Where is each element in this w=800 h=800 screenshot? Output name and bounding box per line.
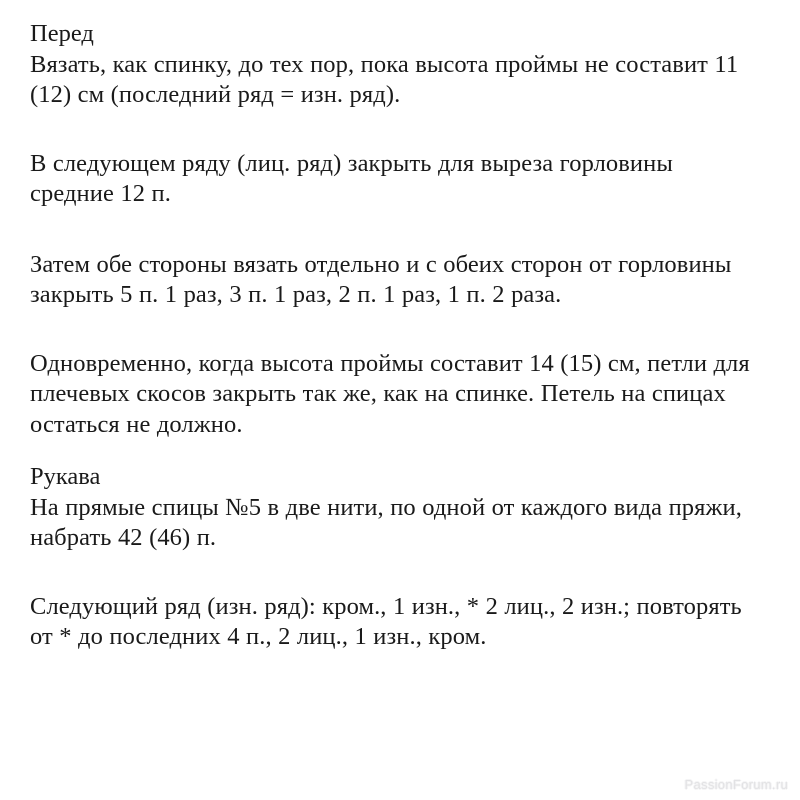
- section-body-sides-separately: Затем обе стороны вязать отдельно и с обеих сторон от горловины закрыть 5 п. 1 раз, 3 п. 1 раз, 2 п. 1 раз, 1 п. 2 раза.: [30, 250, 732, 308]
- section-heading-front: Перед: [30, 20, 94, 47]
- section-body-front: Вязать, как спинку, до тех пор, пока высота проймы не составит 11 (12) см (последний ряд = изн. ряд).: [30, 50, 739, 108]
- section-heading-sleeves: Рукава: [30, 463, 101, 490]
- section-sides-separately: [30, 250, 760, 311]
- section-body-next-row: Следующий ряд (изн. ряд): кром., 1 изн., * 2 лиц., 2 изн.; повторять от * до последних 4 п., 2 лиц., 1 изн., кром.: [30, 592, 742, 650]
- section-body-sleeves: На прямые спицы №5 в две нити, по одной от каждого вида пряжи, набрать 42 (46) п.: [30, 493, 742, 551]
- site-watermark: PassionForum.ru: [684, 777, 788, 792]
- section-shoulder-slope: [30, 349, 760, 441]
- section-body-neckline-bindoff: В следующем ряду (лиц. ряд) закрыть для выреза горловины средние 12 п.: [30, 149, 673, 207]
- section-perед: [30, 19, 760, 111]
- section-body-shoulder-slope: Одновременно, когда высота проймы составит 14 (15) см, петли для плечевых скосов закрыть так же, как на спинке. Петель на спицах остаться не должно.: [30, 349, 750, 438]
- section-next-row: [30, 592, 760, 653]
- section-neckline-bindoff: [30, 149, 760, 210]
- section-sleeves: [30, 462, 760, 554]
